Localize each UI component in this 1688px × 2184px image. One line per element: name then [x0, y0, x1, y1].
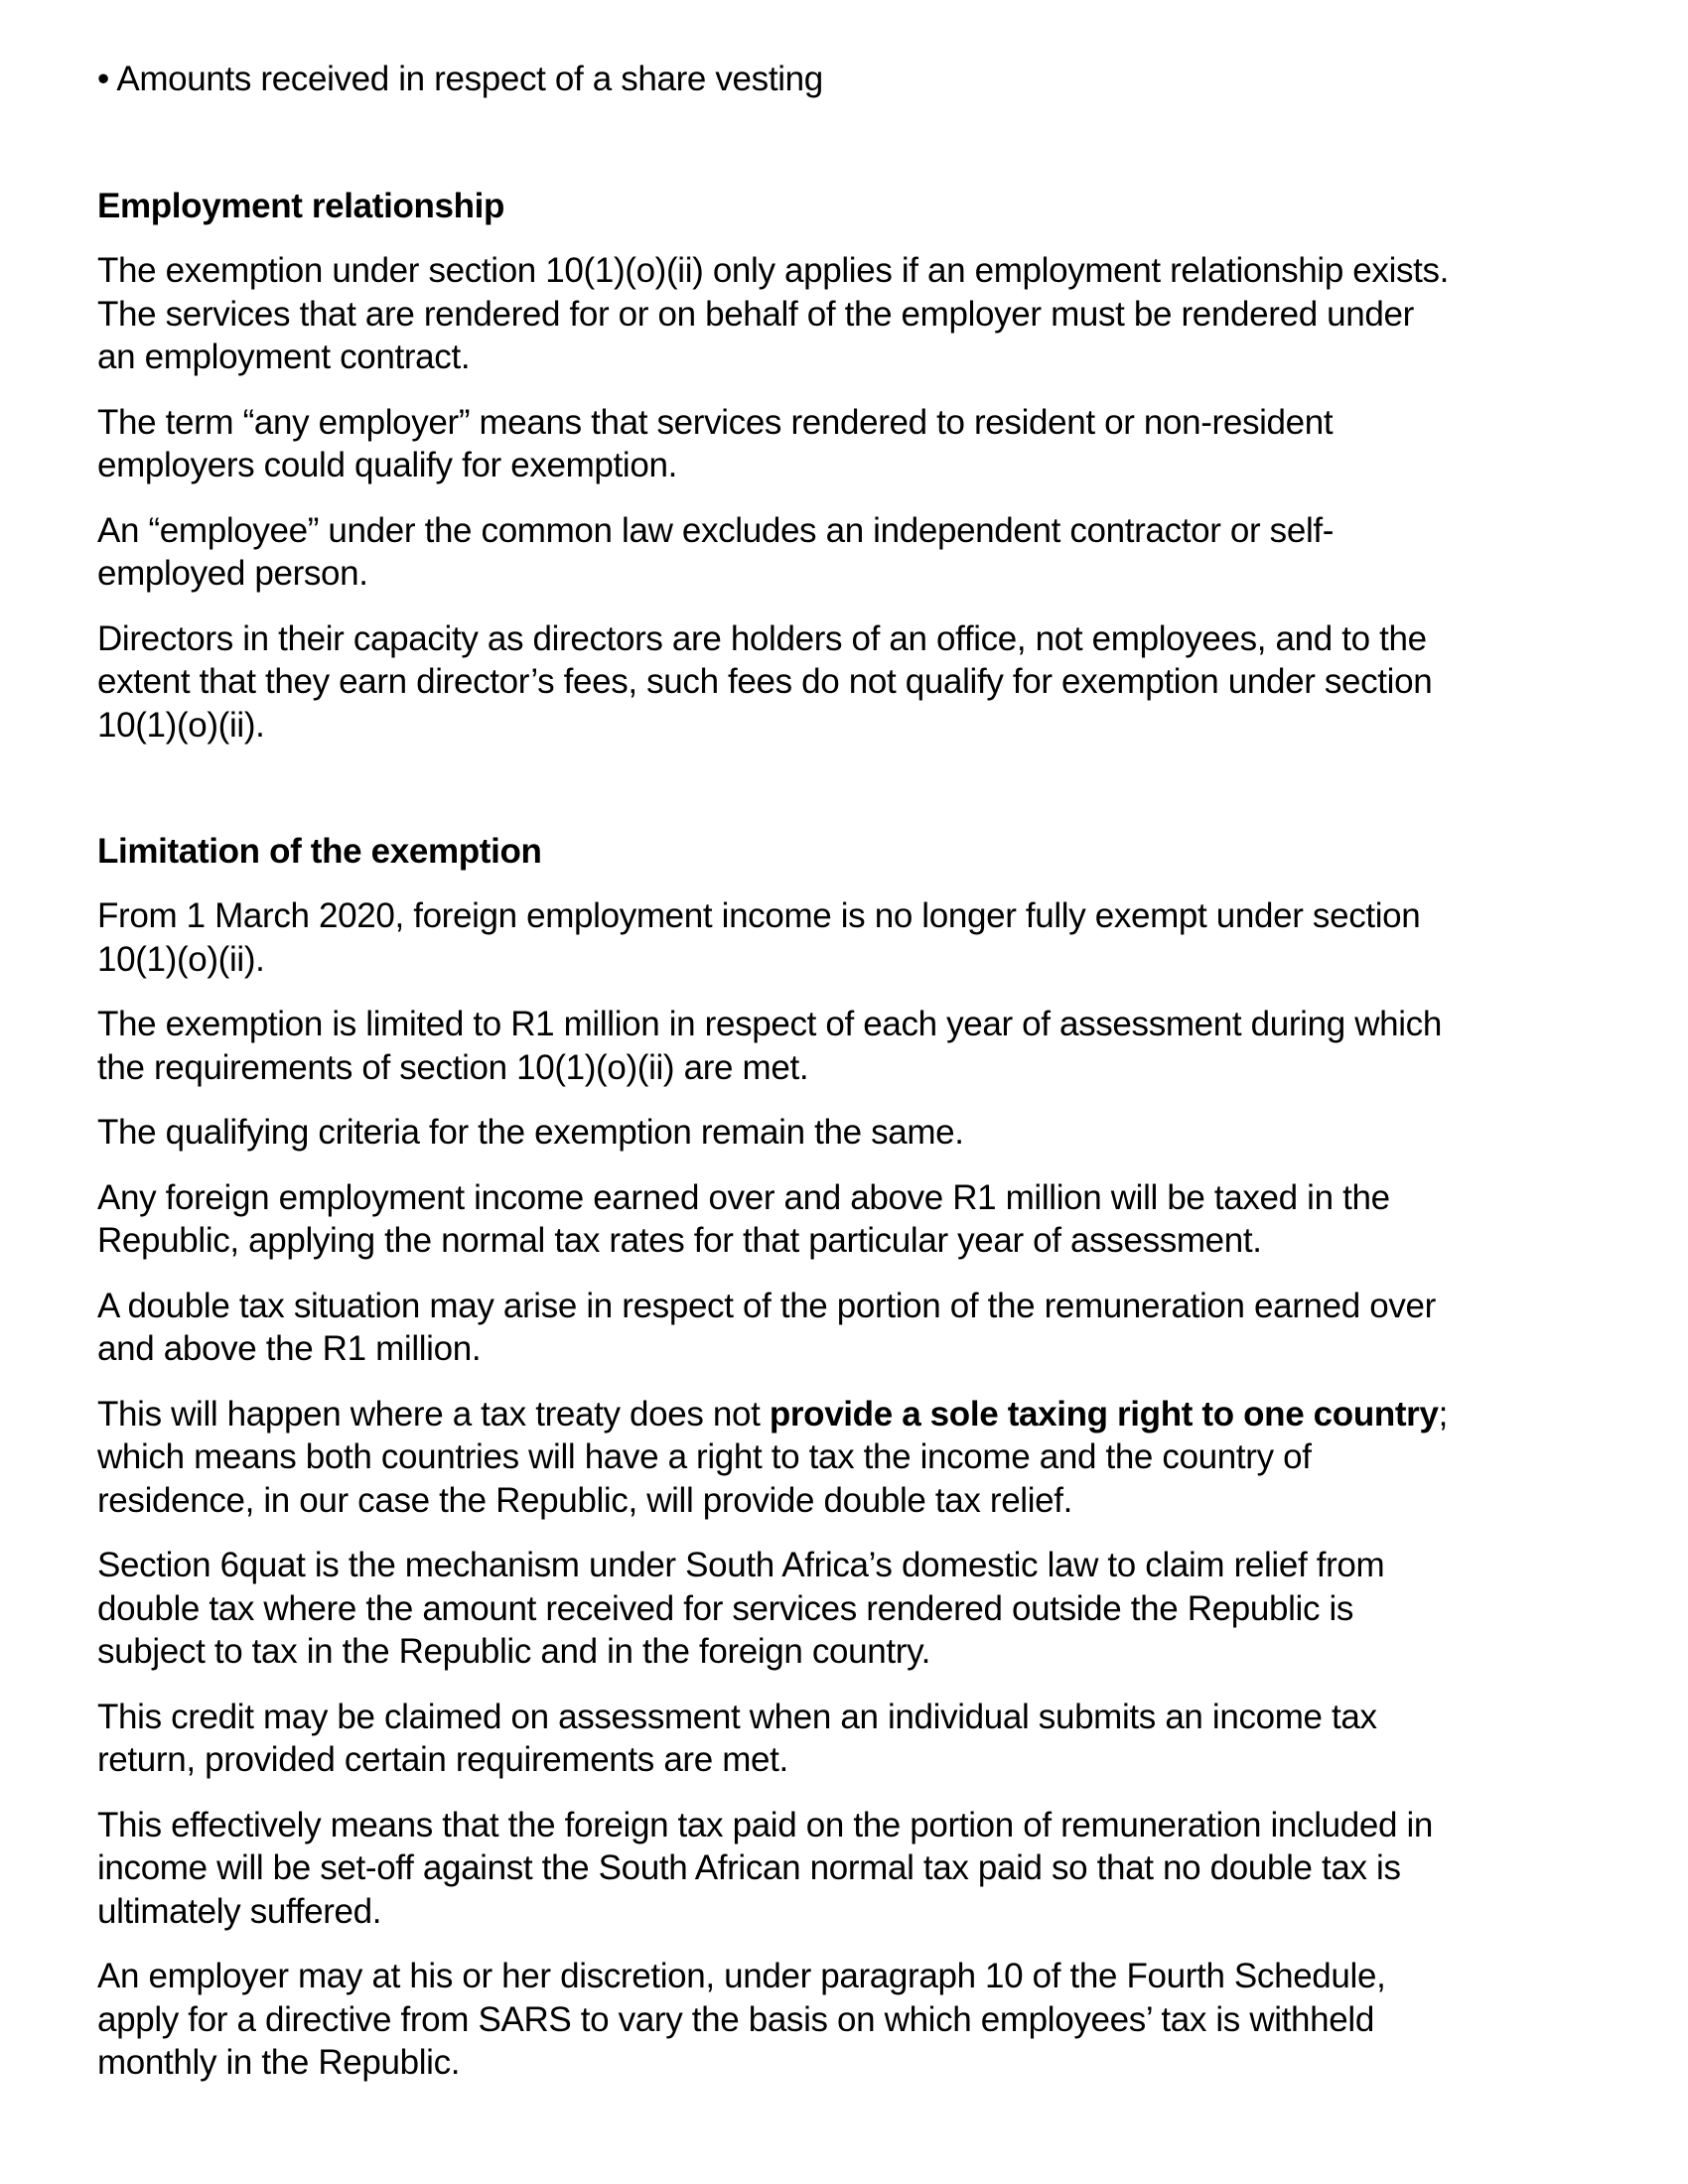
- text-line: residence, in our case the Republic, will provide double tax relief.: [97, 1480, 1073, 1520]
- paragraph: [97, 1003, 1607, 1089]
- text-line: Section 6quat is the mechanism under South Africa’s domestic law to claim relief from: [97, 1546, 1385, 1584]
- emphasized-phrase: provide a sole taxing right to one country: [769, 1394, 1439, 1433]
- text-line: The exemption under section 10(1)(o)(ii) only applies if an employment relationship exists.: [97, 251, 1450, 290]
- section-employment-relationship: [97, 185, 1607, 747]
- paragraph: [97, 1393, 1607, 1523]
- section-limitation-of-exemption: [97, 830, 1607, 2085]
- text-line: A double tax situation may arise in respect of the portion of the remuneration earned over: [97, 1286, 1436, 1325]
- paragraph: [97, 1955, 1607, 2085]
- paragraph: [97, 1111, 1607, 1155]
- text-line: The qualifying criteria for the exemption remain the same.: [97, 1113, 964, 1152]
- text-line: Directors in their capacity as directors are holders of an office, not employees, and to the: [97, 618, 1427, 658]
- text-line: Republic, applying the normal tax rates for that particular year of assessment.: [97, 1221, 1262, 1260]
- text-line: The term “any employer” means that services rendered to resident or non-resident: [97, 402, 1334, 442]
- text-line: the requirements of section 10(1)(o)(ii) are met.: [97, 1047, 809, 1087]
- paragraph: [97, 1696, 1607, 1782]
- paragraph: [97, 1285, 1607, 1371]
- text-line: 10(1)(o)(ii).: [97, 939, 265, 979]
- text-line: This effectively means that the foreign tax paid on the portion of remuneration included in: [97, 1805, 1433, 1844]
- text-line: 10(1)(o)(ii).: [97, 705, 265, 745]
- text-line: income will be set-off against the South African normal tax paid so that no double tax is: [97, 1848, 1401, 1887]
- paragraph: [97, 894, 1607, 981]
- text-line: an employment contract.: [97, 338, 471, 376]
- paragraph: [97, 1804, 1607, 1934]
- text-run: ;: [1438, 1394, 1448, 1433]
- text-line: which means both countries will have a right to tax the income and the country of: [97, 1437, 1312, 1476]
- text-line: The exemption is limited to R1 million in respect of each year of assessment during which: [97, 1005, 1442, 1043]
- paragraph: [97, 1544, 1607, 1674]
- paragraph: [97, 509, 1607, 596]
- text-line: subject to tax in the Republic and in the foreign country.: [97, 1632, 931, 1671]
- text-line: extent that they earn director’s fees, such fees do not qualify for exemption under section: [97, 662, 1433, 701]
- text-line: The services that are rendered for or on behalf of the employer must be rendered under: [97, 294, 1414, 334]
- document-page: [97, 58, 1607, 2085]
- paragraph: [97, 249, 1607, 379]
- text-line: return, provided certain requirements are met.: [97, 1740, 788, 1779]
- text-line: employers could qualify for exemption.: [97, 446, 677, 484]
- paragraph: [97, 617, 1607, 748]
- text-line: Any foreign employment income earned over and above R1 million will be taxed in the: [97, 1177, 1390, 1217]
- text-line-with-emphasis: [97, 1393, 1607, 1436]
- section-heading: Employment relationship: [97, 187, 505, 225]
- paragraph: [97, 1176, 1607, 1263]
- text-line: apply for a directive from SARS to vary the basis on which employees’ tax is withheld: [97, 1999, 1374, 2039]
- text-line: An employer may at his or her discretion, under paragraph 10 of the Fourth Schedule,: [97, 1957, 1386, 1995]
- bullet-item: • Amounts received in respect of a share vesting: [97, 60, 823, 98]
- section-heading: Limitation of the exemption: [97, 832, 542, 871]
- text-line: An “employee” under the common law excludes an independent contractor or self-: [97, 510, 1335, 550]
- text-line: ultimately suffered.: [97, 1891, 382, 1931]
- text-line: and above the R1 million.: [97, 1329, 482, 1368]
- paragraph: [97, 401, 1607, 487]
- text-line: From 1 March 2020, foreign employment income is no longer fully exempt under section: [97, 896, 1421, 935]
- text-line: This credit may be claimed on assessment when an individual submits an income tax: [97, 1697, 1377, 1736]
- text-run: This will happen where a tax treaty does not: [97, 1394, 770, 1433]
- text-line: employed person.: [97, 554, 368, 593]
- text-line: double tax where the amount received for services rendered outside the Republic is: [97, 1588, 1354, 1628]
- text-line: monthly in the Republic.: [97, 2043, 461, 2082]
